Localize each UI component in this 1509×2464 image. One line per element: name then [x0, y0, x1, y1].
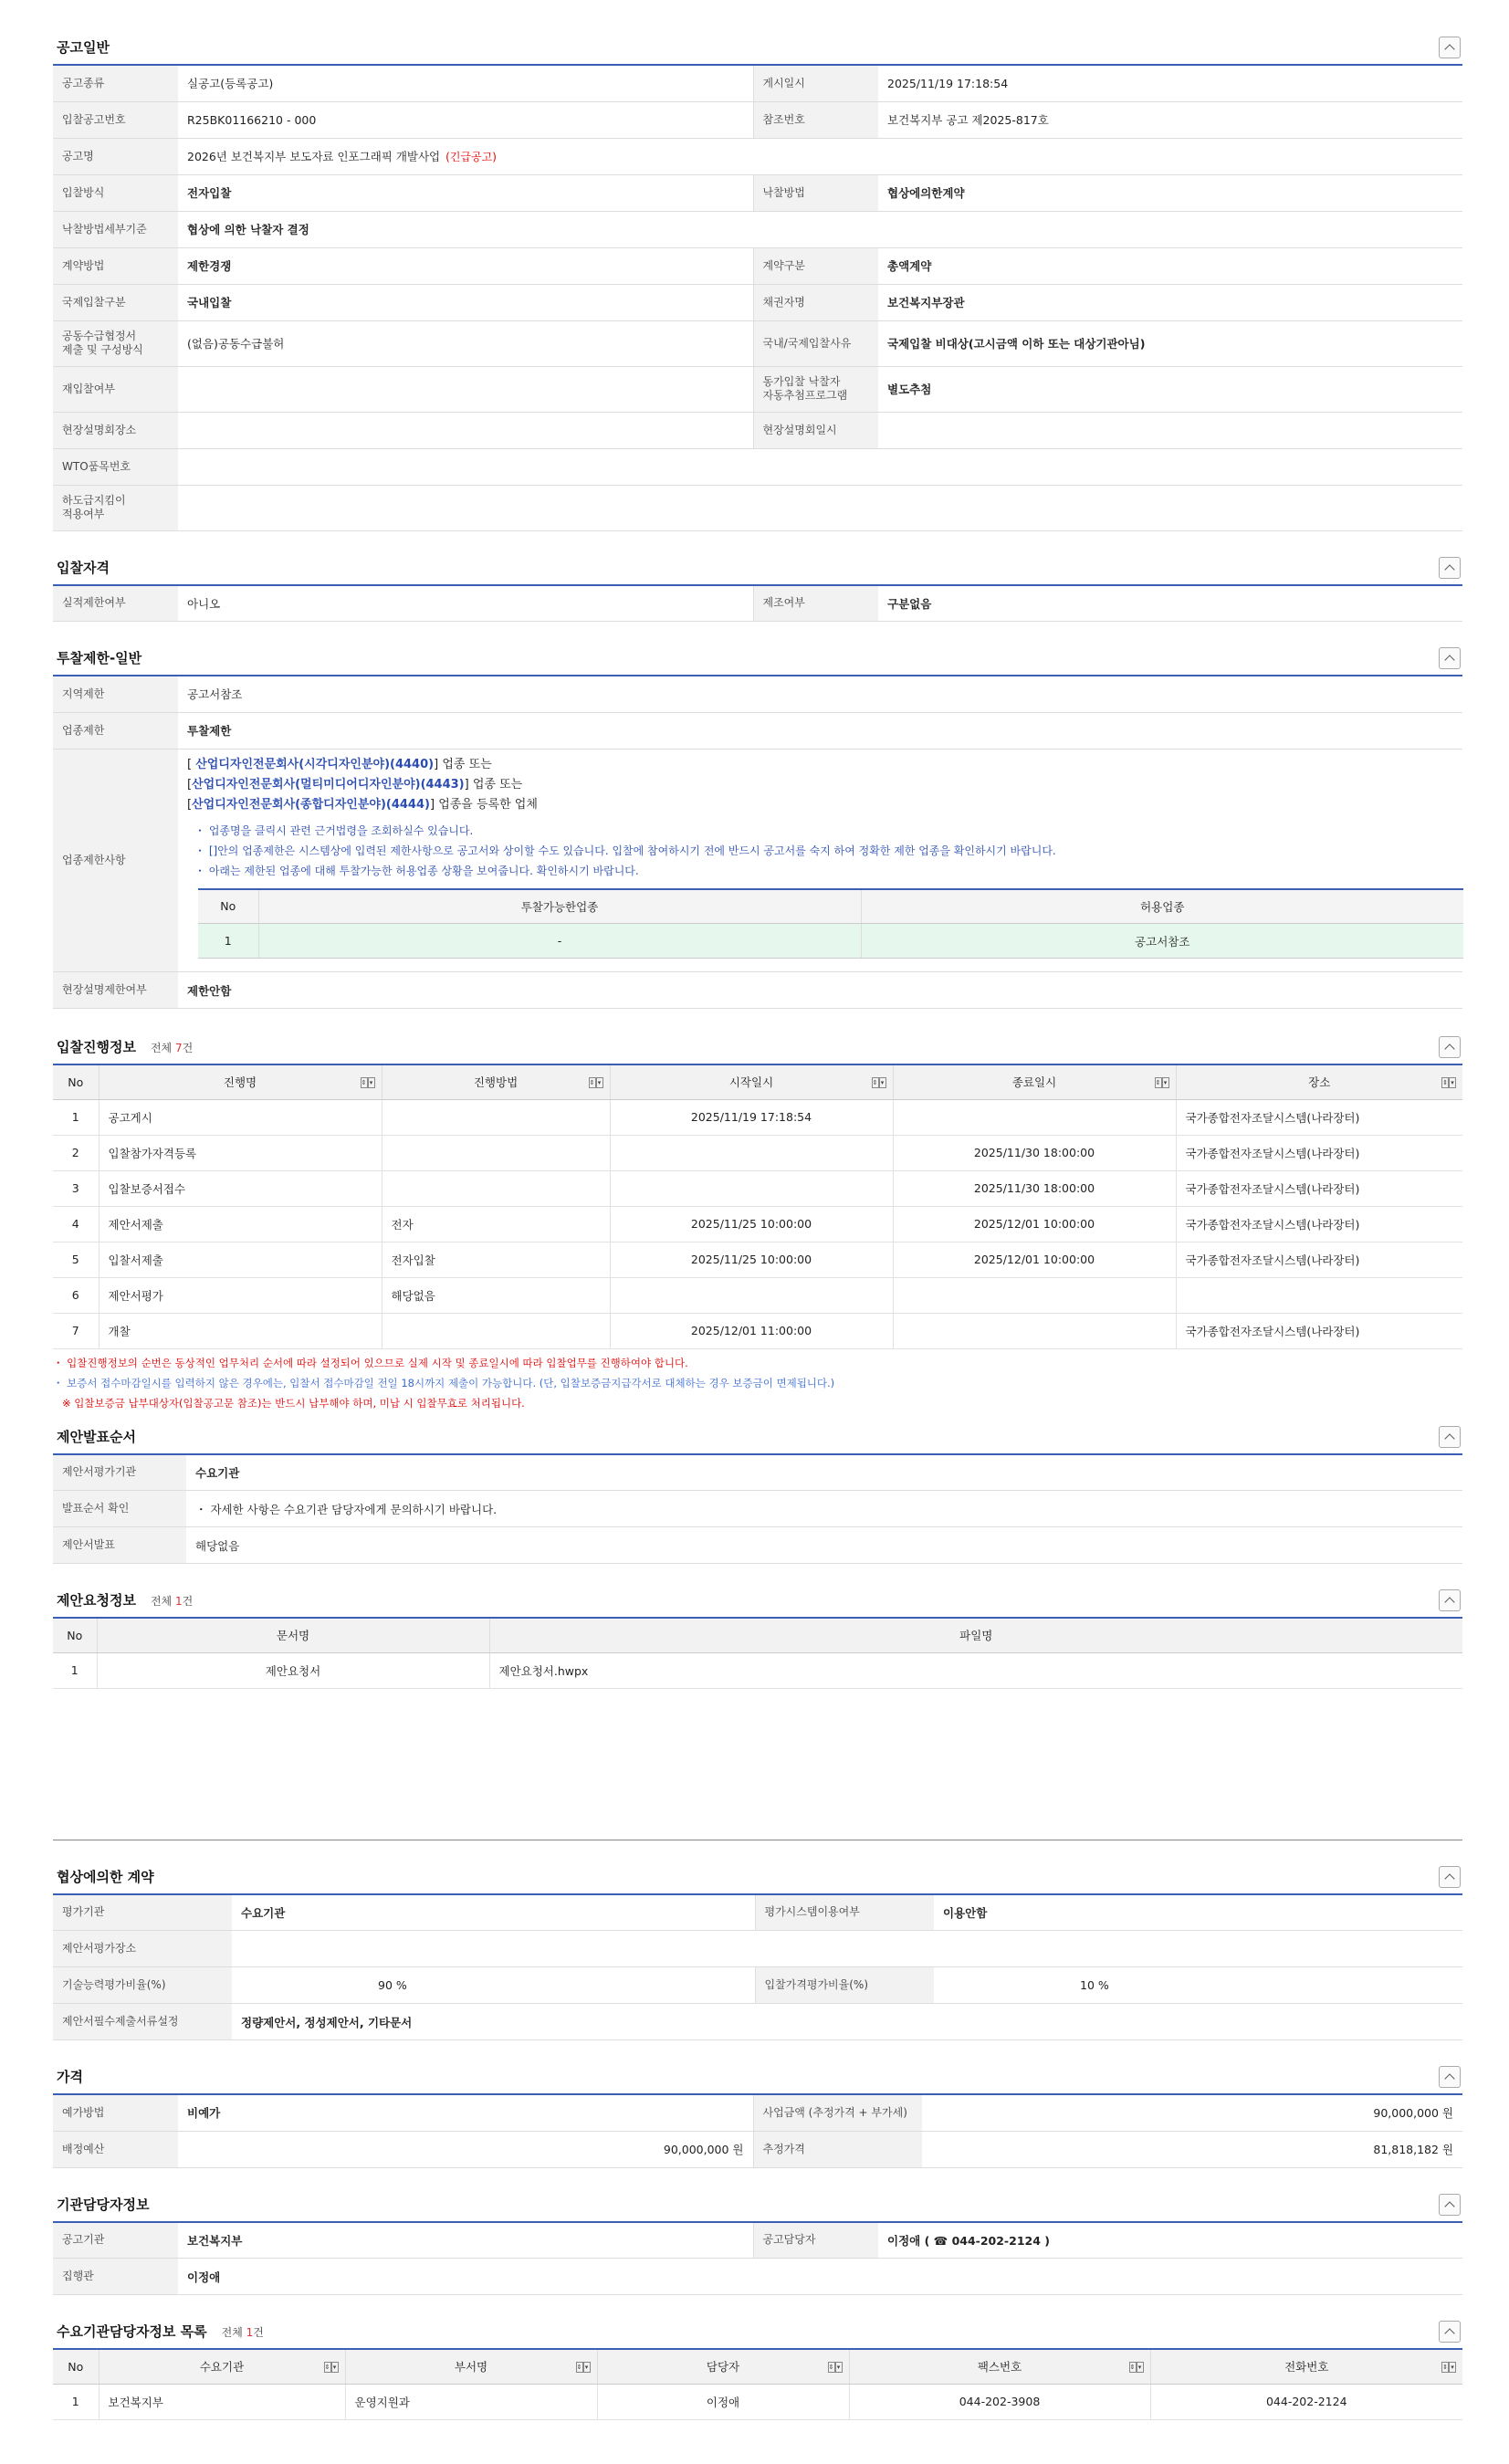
industry-suffix: 업종 또는 [472, 777, 523, 792]
section-header-general [53, 26, 1462, 64]
cell: 국가종합전자조달시스템(나라장터) [1176, 1135, 1462, 1170]
section-header-price [53, 2050, 1462, 2093]
table-row [53, 2131, 1462, 2167]
notice-item: ・ 업종명을 클릭시 관련 근거법령을 조회하실수 있습니다. [194, 823, 474, 837]
sort-icon[interactable]: ⇕ ▾ [575, 2361, 592, 2374]
header-label: 진행방법 [473, 1075, 519, 1090]
section-title [57, 1590, 193, 1609]
label: 국내/국제입찰사유 [753, 320, 878, 366]
cell: 2 [53, 1135, 99, 1170]
table-row [53, 1313, 1462, 1348]
general-info-table [53, 64, 1462, 531]
column-header[interactable] [99, 1064, 382, 1099]
cell: 2025/11/25 10:00:00 [610, 1242, 893, 1277]
count-unit: 건 [253, 2326, 264, 2339]
column-header[interactable] [382, 1064, 610, 1099]
label: 예가방법 [53, 2094, 178, 2131]
value: 이용안함 [934, 1894, 1462, 1931]
label: 사업금액 (추정가격 + 부가세) [753, 2094, 922, 2131]
column-header: No [198, 889, 258, 924]
table-row [53, 585, 1462, 622]
header-label: 팩스번호 [977, 2360, 1022, 2375]
header-label: 종료일시 [1011, 1075, 1057, 1090]
label: 입찰방식 [53, 174, 178, 211]
cell: 2025/12/01 10:00:00 [893, 1242, 1176, 1277]
collapse-button[interactable] [1439, 1426, 1461, 1448]
industry-link[interactable]: 산업디자인전문회사(시각디자인분야)(4440) [195, 757, 435, 771]
value: 제한안함 [178, 972, 1462, 1009]
label: 현장설명회장소 [53, 412, 178, 448]
value: 81,818,182 원 [922, 2131, 1462, 2167]
label: 국제입찰구분 [53, 284, 178, 320]
value: 수요기관 [232, 1894, 755, 1931]
table-row [53, 2004, 1462, 2040]
column-header: 허용업종 [861, 889, 1463, 924]
progress-table [53, 1064, 1462, 1349]
industry-link[interactable]: 산업디자인전문회사(종합디자인분야)(4444) [192, 797, 430, 812]
restriction-table [53, 675, 1462, 1009]
count-unit: 건 [182, 1042, 194, 1054]
value: 투찰제한 [178, 712, 1462, 749]
column-header[interactable] [345, 2349, 597, 2384]
section-title [57, 2322, 264, 2341]
note [53, 1393, 1462, 1413]
label: 하도급지킴이 적용여부 [53, 485, 178, 530]
value [178, 448, 1462, 485]
cell: 4 [53, 1206, 99, 1242]
cell [893, 1099, 1176, 1135]
cell: 5 [53, 1242, 99, 1277]
value: 국제입찰 비대상(고시금액 이하 또는 대상기관아님) [878, 320, 1462, 366]
spacer [53, 1689, 1462, 1840]
note: ・ 입찰진행정보의 순번은 동상적인 업무처리 순서에 따라 설정되어 있으므로 실제 시작 및 종료일시에 따라 입찰업무를 진행하여야 합니다. [53, 1356, 688, 1369]
label: 채권자명 [753, 284, 878, 320]
section-title: 제안발표순서 [57, 1428, 136, 1445]
cell [610, 1135, 893, 1170]
column-header [489, 1618, 1462, 1652]
collapse-button[interactable] [1439, 557, 1461, 579]
label: 낙찰방법세부기준 [53, 211, 178, 247]
cell: 044-202-3908 [849, 2384, 1150, 2419]
value [178, 366, 753, 412]
value: 90,000,000 원 [922, 2094, 1462, 2131]
table-row [53, 1206, 1462, 1242]
price-table [53, 2093, 1462, 2168]
cell: 제안요청서.hwpx [489, 1652, 1462, 1688]
table-row [53, 1652, 1462, 1688]
value: ・ 자세한 사항은 수요기관 담당자에게 문의하시기 바랍니다. [186, 1491, 1462, 1527]
page [53, 0, 1462, 2420]
title-text: 수요기관담당자정보 목록 [57, 2323, 207, 2340]
table-row [53, 320, 1462, 366]
cell: - [258, 924, 861, 959]
sort-icon[interactable]: ⇕ ▾ [360, 1076, 376, 1089]
header-label: 문서명 [276, 1629, 310, 1643]
industry-limit-cell [178, 749, 1462, 972]
value: 이정애 [178, 2259, 1462, 2295]
label: 입찰가격평가비율(%) [755, 1967, 934, 2004]
table-row [53, 1099, 1462, 1135]
title-text: 입찰진행정보 [57, 1039, 136, 1055]
value: (없음)공동수급불허 [178, 320, 753, 366]
value: 해당없음 [186, 1527, 1462, 1564]
column-header[interactable] [893, 1064, 1176, 1099]
sort-icon[interactable]: ⇕ ▾ [1128, 2361, 1145, 2374]
value: R25BK01166210 - 000 [178, 101, 753, 138]
cell: 입찰서제출 [99, 1242, 382, 1277]
table-row [53, 366, 1462, 412]
industry-line: [ 산업디자인전문회사(시각디자인분야)(4440)] 업종 또는 [187, 757, 492, 771]
collapse-button[interactable] [1439, 37, 1461, 58]
cell: 전자입찰 [382, 1242, 610, 1277]
table-row [53, 247, 1462, 284]
table-row [53, 2259, 1462, 2295]
table-row [53, 1454, 1462, 1491]
label: 평가기관 [53, 1894, 232, 1931]
value: 협상에의한계약 [878, 174, 1462, 211]
value: 보건복지부 공고 제2025-817호 [878, 101, 1462, 138]
label: 제안서발표 [53, 1527, 186, 1564]
table-row [53, 174, 1462, 211]
count [222, 2326, 264, 2339]
value: 보건복지부장관 [878, 284, 1462, 320]
label: 현장설명회일시 [753, 412, 878, 448]
header-label: 담당자 [706, 2360, 740, 2375]
cell [382, 1135, 610, 1170]
table-row [53, 101, 1462, 138]
label: 공고명 [53, 138, 178, 174]
sort-icon[interactable]: ⇕ ▾ [1441, 1076, 1457, 1089]
header-label: 진행명 [223, 1075, 257, 1090]
cell: 044-202-2124 [1150, 2384, 1462, 2419]
sort-icon[interactable]: ⇕ ▾ [827, 2361, 844, 2374]
industry-suffix: 업종을 등록한 업체 [438, 797, 538, 812]
section-header-restriction [53, 631, 1462, 675]
table-row [53, 65, 1462, 101]
note: ・ 보증서 접수마감일시를 입력하지 않은 경우에는, 입찰서 접수마감일 전일 18시까지 제출이 가능합니다. (단, 입찰보증금지급각서로 대체하는 경우 보증금이 면제됩니다.) [53, 1376, 835, 1389]
column-header[interactable] [849, 2349, 1150, 2384]
section-title: 투찰제한-일반 [57, 650, 142, 666]
value: 구분없음 [878, 585, 1462, 622]
negotiation-table [53, 1893, 1462, 2041]
cell: 국가종합전자조달시스템(나라장터) [1176, 1206, 1462, 1242]
table-row [53, 1967, 1462, 2004]
section-title [57, 1037, 193, 1056]
label: 발표순서 확인 [53, 1491, 186, 1527]
label: 실적제한여부 [53, 585, 178, 622]
qualification-table [53, 584, 1462, 623]
cell: 7 [53, 1313, 99, 1348]
label: 제조여부 [753, 585, 878, 622]
industry-suffix: 업종 또는 [442, 757, 492, 771]
cell [382, 1170, 610, 1206]
table-row [53, 412, 1462, 448]
count-number: 7 [174, 1042, 183, 1054]
sort-icon[interactable]: ⇕ ▾ [1441, 2361, 1457, 2374]
section-header-qualification [53, 539, 1462, 584]
label: 재입찰여부 [53, 366, 178, 412]
label: 계약구분 [753, 247, 878, 284]
label: 계약방법 [53, 247, 178, 284]
industry-link[interactable]: 산업디자인전문회사(멀티미디어디자인분야)(4443) [192, 777, 465, 792]
table-row [53, 2384, 1462, 2419]
table-row [53, 1894, 1462, 1931]
label: 낙찰방법 [753, 174, 878, 211]
value: 별도추첨 [878, 366, 1462, 412]
label: 업종제한사항 [53, 749, 178, 972]
label: 제안서평가장소 [53, 1931, 232, 1967]
column-header [53, 2349, 99, 2384]
section-header-presentation [53, 1417, 1462, 1453]
collapse-button[interactable] [1439, 1866, 1461, 1888]
header-label: 장소 [1308, 1075, 1331, 1090]
table-row [53, 1170, 1462, 1206]
value: 실공고(등록공고) [178, 65, 753, 101]
notice-text: 자세한 사항은 수요기관 담당자에게 문의하시기 바랍니다. [210, 1502, 498, 1516]
cell: 개찰 [99, 1313, 382, 1348]
value [178, 412, 753, 448]
value [178, 485, 1462, 530]
value [178, 138, 1462, 174]
cell: 이정애 [597, 2384, 849, 2419]
cell [382, 1099, 610, 1135]
sort-icon[interactable]: ⇕ ▾ [871, 1076, 887, 1089]
label: 지역제한 [53, 676, 178, 712]
table-row [53, 1242, 1462, 1277]
header-label: 전화번호 [1284, 2360, 1329, 2375]
label: 공고기관 [53, 2222, 178, 2259]
notice-text: 업종명을 클릭시 관련 근거법령을 조회하실수 있습니다. [208, 823, 474, 837]
cell: 입찰참가자격등록 [99, 1135, 382, 1170]
collapse-button[interactable] [1439, 647, 1461, 669]
proposal-table [53, 1617, 1462, 1689]
label: 참조번호 [753, 101, 878, 138]
label: 현장설명제한여부 [53, 972, 178, 1009]
table-row [53, 2094, 1462, 2131]
cell [893, 1277, 1176, 1313]
collapse-button[interactable] [1439, 2194, 1461, 2216]
collapse-button[interactable] [1439, 1589, 1461, 1611]
column-header: 투찰가능한업종 [258, 889, 861, 924]
table-row [53, 284, 1462, 320]
industry-line: [산업디자인전문회사(종합디자인분야)(4444)] 업종을 등록한 업체 [187, 797, 538, 812]
cell: 공고서참조 [861, 924, 1463, 959]
cell: 제안서평가 [99, 1277, 382, 1313]
cell: 제안요청서 [97, 1652, 489, 1688]
label: 업종제한 [53, 712, 178, 749]
count-label: 전체 [221, 2326, 243, 2339]
cell: 운영지원과 [345, 2384, 597, 2419]
label: 기술능력평가비율(%) [53, 1967, 232, 2004]
sort-icon[interactable]: ⇕ ▾ [323, 2361, 340, 2374]
section-header-contact [53, 2177, 1462, 2221]
sort-icon[interactable]: ⇕ ▾ [588, 1076, 604, 1089]
section-title: 기관담당자정보 [57, 2196, 150, 2213]
table-row [53, 448, 1462, 485]
count-label: 전체 [150, 1042, 173, 1054]
cell: 1 [53, 1652, 97, 1688]
column-header[interactable] [1176, 1064, 1462, 1099]
label: 공고담당자 [753, 2222, 878, 2259]
contact-table [53, 2221, 1462, 2296]
header-label: No [68, 1075, 84, 1089]
value [878, 412, 1462, 448]
label: 공동수급협정서 제출 및 구성방식 [53, 320, 178, 366]
table-row [53, 138, 1462, 174]
value: 공고서참조 [178, 676, 1462, 712]
industry-line: [산업디자인전문회사(멀티미디어디자인분야)(4443)] 업종 또는 [187, 777, 523, 792]
cell: 2025/11/30 18:00:00 [893, 1170, 1176, 1206]
cell: 보건복지부 [99, 2384, 345, 2419]
cell [610, 1277, 893, 1313]
collapse-button[interactable] [1439, 2066, 1461, 2088]
section-title: 공고일반 [57, 39, 110, 56]
value: 2025/11/19 17:18:54 [878, 65, 1462, 101]
count [151, 1595, 193, 1608]
cell: 국가종합전자조달시스템(나라장터) [1176, 1242, 1462, 1277]
value: 제한경쟁 [178, 247, 753, 284]
section-title: 가격 [57, 2069, 83, 2085]
header-label: 수요기관 [199, 2360, 245, 2375]
value: 전자입찰 [178, 174, 753, 211]
demand-contact-table [53, 2348, 1462, 2420]
collapse-button[interactable] [1439, 1036, 1461, 1058]
table-row [53, 211, 1462, 247]
cell: 2025/11/30 18:00:00 [893, 1135, 1176, 1170]
cell: 2025/11/25 10:00:00 [610, 1206, 893, 1242]
column-header[interactable] [610, 1064, 893, 1099]
value: 90 % [232, 1967, 755, 2004]
value: 수요기관 [186, 1454, 1462, 1491]
label: 평가시스템이용여부 [755, 1894, 934, 1931]
progress-notes [53, 1349, 1462, 1413]
count [151, 1042, 193, 1054]
label: 공고종류 [53, 65, 178, 101]
title-text: 제안요청정보 [57, 1592, 136, 1609]
column-header[interactable] [99, 2349, 345, 2384]
count-number: 1 [246, 2326, 254, 2339]
label: WTO품목번호 [53, 448, 178, 485]
value: 국내입찰 [178, 284, 753, 320]
cell: 국가종합전자조달시스템(나라장터) [1176, 1313, 1462, 1348]
label: 제안서필수제출서류설정 [53, 2004, 232, 2040]
table-row [53, 1135, 1462, 1170]
collapse-button[interactable] [1439, 2321, 1461, 2343]
notice-title: 2026년 보건복지부 보도자료 인포그래픽 개발사업 [187, 150, 441, 163]
notice-item: ・ []안의 업종제한은 시스템상에 입력된 제한사항으로 공고서와 상이할 수도 있습니다. 입찰에 참여하시기 전에 반드시 공고서를 숙지 하여 정확한 제한 업종을 확인하시기 바랍니다. [194, 844, 1056, 857]
cell: 2025/11/19 17:18:54 [610, 1099, 893, 1135]
value [232, 1931, 1462, 1967]
header-label: 파일명 [959, 1629, 993, 1643]
section-header-demand-contact [53, 2304, 1462, 2348]
note-text: 보증서 접수마감일시를 입력하지 않은 경우에는, 입찰서 접수마감일 전일 18시까지 제출이 가능합니다. (단, 입찰보증금지급각서로 대체하는 경우 보증금이 면제됩니다.) [67, 1376, 835, 1389]
value: 비예가 [178, 2094, 753, 2131]
table-row [53, 1931, 1462, 1967]
table-row [53, 2222, 1462, 2259]
cell: 2025/12/01 11:00:00 [610, 1313, 893, 1348]
presentation-table [53, 1453, 1462, 1565]
count-number: 1 [174, 1595, 183, 1608]
section-title: 입찰자격 [57, 559, 110, 576]
value: 보건복지부 [178, 2222, 753, 2259]
section-header-proposal [53, 1573, 1462, 1617]
sort-icon[interactable]: ⇕ ▾ [1154, 1076, 1170, 1089]
cell: 1 [198, 924, 258, 959]
value: 10 % [934, 1967, 1462, 2004]
value: 정량제안서, 정성제안서, 기타문서 [232, 2004, 1462, 2040]
cell: 입찰보증서접수 [99, 1170, 382, 1206]
notice-item: ・ 아래는 제한된 업종에 대해 투찰가능한 허용업종 상황을 보여줍니다. 확인하시기 바랍니다. [194, 864, 639, 877]
allowed-industry-table [198, 888, 1463, 959]
table-row [53, 1277, 1462, 1313]
cell [1176, 1277, 1462, 1313]
column-header[interactable] [1150, 2349, 1462, 2384]
cell: 2025/12/01 10:00:00 [893, 1206, 1176, 1242]
cell [610, 1170, 893, 1206]
column-header[interactable] [597, 2349, 849, 2384]
value: 아니오 [178, 585, 753, 622]
cell [893, 1313, 1176, 1348]
note-text: ※ 입찰보증금 납부대상자(입찰공고문 참조)는 반드시 납부해야 하며, 미납 시 입찰무효로 처리됩니다. [62, 1396, 525, 1410]
header-label: 부서명 [454, 2360, 488, 2375]
count-unit: 건 [182, 1595, 194, 1608]
cell: 6 [53, 1277, 99, 1313]
header-label: 시작일시 [728, 1075, 774, 1090]
table-row [53, 1527, 1462, 1564]
header-label: No [67, 1628, 83, 1642]
cell: 국가종합전자조달시스템(나라장터) [1176, 1099, 1462, 1135]
column-header [53, 1064, 99, 1099]
table-row [53, 485, 1462, 530]
cell [382, 1313, 610, 1348]
cell: 해당없음 [382, 1277, 610, 1313]
column-header [97, 1618, 489, 1652]
label: 입찰공고번호 [53, 101, 178, 138]
table-row [53, 1491, 1462, 1527]
count-label: 전체 [150, 1595, 173, 1608]
notice-text: []안의 업종제한은 시스템상에 입력된 제한사항으로 공고서와 상이할 수도 있습니다. 입찰에 참여하시기 전에 반드시 공고서를 숙지 하여 정확한 제한 업종을 확인하시기 바랍니다. [208, 844, 1056, 857]
section-title: 협상에의한 계약 [57, 1868, 154, 1885]
header-label: No [68, 2359, 84, 2374]
cell: 제안서제출 [99, 1206, 382, 1242]
value: 협상에 의한 낙찰자 결정 [178, 211, 1462, 247]
cell: 1 [53, 1099, 99, 1135]
section-header-progress [53, 1018, 1462, 1064]
value: 90,000,000 원 [178, 2131, 753, 2167]
value: 이정애 ( ☎ 044-202-2124 ) [878, 2222, 1462, 2259]
table-row [198, 924, 1463, 959]
section-header-negotiation [53, 1850, 1462, 1893]
urgent-badge: (긴급공고) [445, 151, 497, 163]
column-header [53, 1618, 97, 1652]
label: 배정예산 [53, 2131, 178, 2167]
note-text: 입찰진행정보의 순번은 동상적인 업무처리 순서에 따라 설정되어 있으므로 실제 시작 및 종료일시에 따라 입찰업무를 진행하여야 합니다. [67, 1356, 688, 1369]
label: 동가입찰 낙찰자 자동추첨프로그램 [753, 366, 878, 412]
value: 총액계약 [878, 247, 1462, 284]
label: 집행관 [53, 2259, 178, 2295]
label: 게시일시 [753, 65, 878, 101]
label: 제안서평가기관 [53, 1454, 186, 1491]
cell: 국가종합전자조달시스템(나라장터) [1176, 1170, 1462, 1206]
cell: 공고게시 [99, 1099, 382, 1135]
notice-text: 아래는 제한된 업종에 대해 투찰가능한 허용업종 상황을 보여줍니다. 확인하시기 바랍니다. [208, 864, 639, 877]
label: 추정가격 [753, 2131, 922, 2167]
cell: 3 [53, 1170, 99, 1206]
cell: 1 [53, 2384, 99, 2419]
cell: 전자 [382, 1206, 610, 1242]
